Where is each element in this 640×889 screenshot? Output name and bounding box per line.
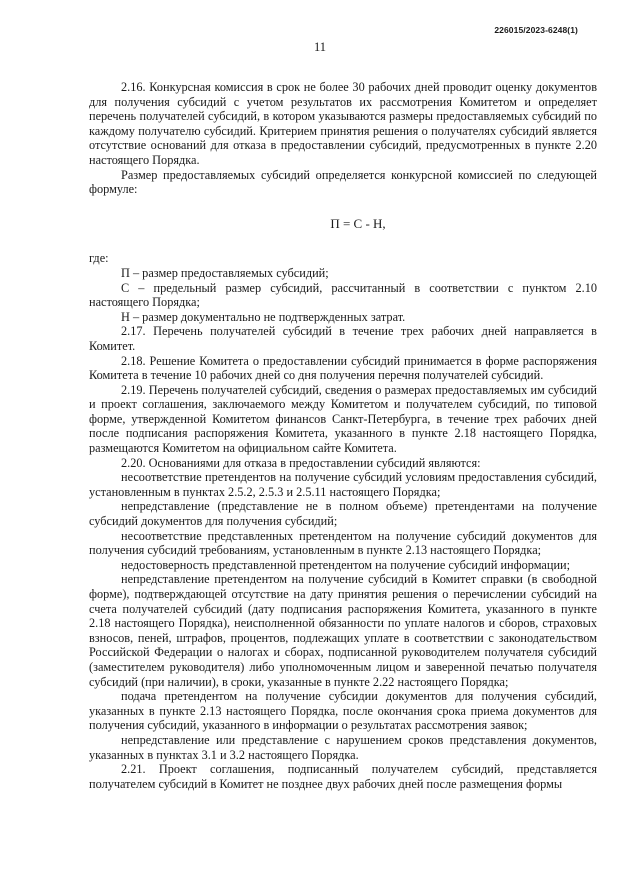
refusal-reason-2: непредставление (представление не в полном объеме) претендентами на получение субсидий документов для получения субсидий; xyxy=(89,499,597,529)
paragraph-2-18: 2.18. Решение Комитета о предоставлении субсидий принимается в форме распоряжения Комитета в течение 10 рабочих дней со дня получения перечня получателей субсидий. xyxy=(89,353,597,383)
paragraph-2-17: 2.17. Перечень получателей субсидий в течение трех рабочих дней направляется в Комитет. xyxy=(89,324,597,353)
refusal-reason-3: несоответствие представленных претендентом на получение субсидий документов для получения субсидий требованиям, установленным в пункте 2.13 настоящего Порядка; xyxy=(89,528,597,558)
paragraph-formula-intro: Размер предоставляемых субсидий определяется конкурсной комиссией по следующей формуле: xyxy=(89,167,597,197)
document-number: 226015/2023-6248(1) xyxy=(494,25,578,35)
definition-c: С – предельный размер субсидий, рассчитанный в соответствии с пунктом 2.10 настоящего Порядка; xyxy=(89,280,597,310)
refusal-reason-7: непредставление или представление с нарушением сроков представления документов, указанных в пунктах 3.1 и 3.2 настоящего Порядка. xyxy=(89,732,597,762)
formula: П = С - Н, xyxy=(330,215,386,231)
document-body xyxy=(89,80,597,791)
page-number: 11 xyxy=(313,40,327,54)
formula-where: где: xyxy=(89,251,109,266)
definition-h: Н – размер документально не подтвержденных затрат. xyxy=(121,309,406,324)
paragraph-2-21: 2.21. Проект соглашения, подписанный получателем субсидий, представляется получателем субсидий в Комитет не позднее двух рабочих дней после размещения формы xyxy=(89,762,597,791)
refusal-reason-4: недостоверность представленной претендентом на получение субсидий информации; xyxy=(121,557,571,572)
paragraph-2-16: 2.16. Конкурсная комиссия в срок не более 30 рабочих дней проводит оценку документов для получения субсидий с учетом результатов их рассмотрения Комитетом и определяет перечень получателей субсидий, в котором указываются размеры предоставляемых субсидий по каждому получателю субсидий. Критерием принятия решения о получателях субсидий является отсутствие оснований для отказа в предоставлении субсидий, предусмотренных в пункте 2.20 настоящего Порядка. xyxy=(89,80,597,167)
refusal-reason-1: несоответствие претендентов на получение субсидий условиям предоставления субсидий, установленным в пунктах 2.5.2, 2.5.3 и 2.5.11 настоящего Порядка; xyxy=(89,470,597,499)
paragraph-2-19: 2.19. Перечень получателей субсидий, сведения о размерах предоставляемых им субсидий и проект соглашения, заключаемого между Комитетом и получателем субсидий, по типовой форме, утвержденной Комитетом финансов Санкт-Петербурга, в течение трех рабочих дней после подписания распоряжения Комитета, указанного в пункте 2.18 настоящего Порядка, размещаются Комитетом на официальном сайте Комитета. xyxy=(89,382,597,456)
refusal-reason-6: подача претендентом на получение субсидии документов для получения субсидий, указанных в пункте 2.13 настоящего Порядка, после окончания срока приема документов для получения субсидий, указанного в информации о результатах рассмотрения заявок; xyxy=(89,689,597,733)
definition-p: П – размер предоставляемых субсидий; xyxy=(121,265,329,280)
refusal-reason-5: непредставление претендентом на получение субсидий в Комитет справки (в свободной форме), подтверждающей отсутствие на дату принятия решения о перечислении субсидий на счета получателей субсидий (дату подписания распоряжения Комитета, указанного в пункте 2.18 настоящего Порядка), неисполненной обязанности по уплате налогов и сборов, страховых взносов, пеней, штрафов, процентов, подлежащих уплате в соответствии с законодательством Российской Федерации о налогах и сборах, подписанной руководителем получателя субсидий (заместителем руководителя) либо уполномоченным лицом и заверенной печатью получателя субсидий (при наличии), в сроки, указанные в пункте 2.22 настоящего Порядка; xyxy=(89,572,597,689)
paragraph-2-20: 2.20. Основаниями для отказа в предоставлении субсидий являются: xyxy=(121,455,481,470)
